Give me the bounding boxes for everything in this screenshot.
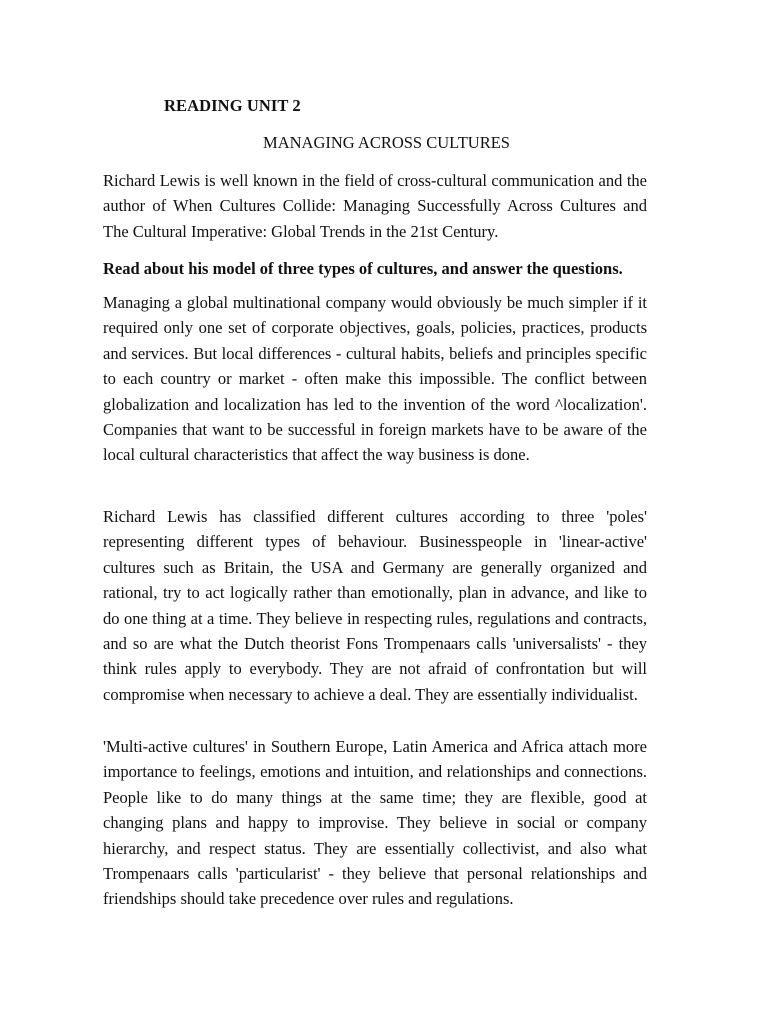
intro-paragraph: Richard Lewis is well known in the field of cross-cultural communication and the author of When Cultures Collide: Managing Successfully Across Cultures and The Cultural Imperative: Global Trends in the 21st Century. — [103, 171, 647, 241]
unit-heading: READING UNIT 2 — [164, 96, 301, 115]
body-paragraph-1: Managing a global multinational company would obviously be much simpler if it required only one set of corporate objectives, goals, policies, practices, products and services. But local differences - cultural habits, beliefs and principles specific to each country or market - often make this impossible. The conflict between globalization and localization has led to the invention of the word ^localization'. Companies that want to be successful in foreign markets have to be aware of the local cultural characteristics that affect the way business is done. — [103, 293, 647, 465]
body-paragraph-2: Richard Lewis has classified different cultures according to three 'poles' representing different types of behaviour. Businesspeople in 'linear-active' cultures such as Britain, the USA and Germany are generally organized and rational, try to act logically rather than emotionally, plan in advance, and like to do one thing at a time. They believe in respecting rules, regulations and contracts, and so are what the Dutch theorist Fons Trompenaars calls 'universalists' - they think rules apply to everybody. They are not afraid of confrontation but will compromise when necessary to achieve a deal. They are essentially individualist. — [103, 507, 647, 704]
body-paragraph-3: 'Multi-active cultures' in Southern Europe, Latin America and Africa attach more importance to feelings, emotions and intuition, and relationships and connections. People like to do many things at the same time; they are flexible, good at changing plans and happy to improvise. They believe in social or company hierarchy, and respect status. They are essentially collectivist, and also what Trompenaars calls 'particularist' - they believe that personal relationships and friendships should take precedence over rules and regulations. — [103, 737, 647, 909]
instruction-text: Read about his model of three types of cultures, and answer the questions. — [103, 259, 623, 278]
page-title: MANAGING ACROSS CULTURES — [263, 133, 510, 152]
